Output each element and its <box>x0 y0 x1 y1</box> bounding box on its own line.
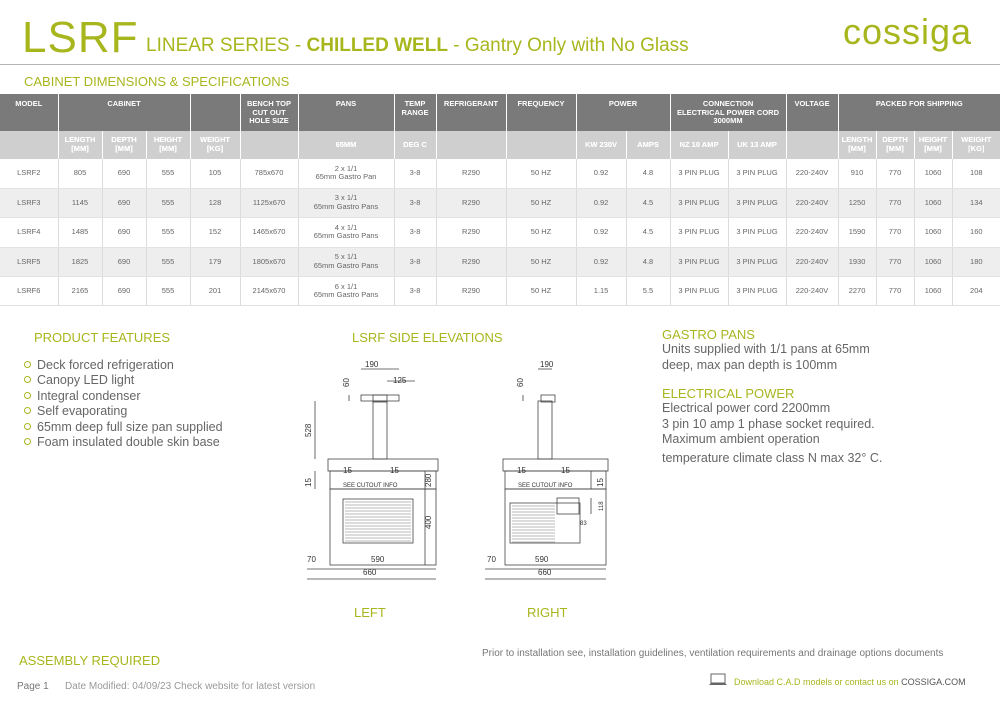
elevation-right-label: RIGHT <box>527 605 568 620</box>
feature-item <box>24 389 223 404</box>
th-voltage: VOLTAGE <box>786 94 838 131</box>
th2-p-depth: DEPTH [MM] <box>876 131 914 159</box>
cossiga-site[interactable]: COSSIGA.COM <box>901 677 966 687</box>
table-cell: 204 <box>952 277 1000 306</box>
th-weight-top <box>190 94 240 131</box>
th2-p-height: HEIGHT [MM] <box>914 131 952 159</box>
table-cell: 0.92 <box>576 188 626 217</box>
table-cell: 128 <box>190 188 240 217</box>
dim-125: 125 <box>393 376 407 385</box>
table-cell: 3 PIN PLUG <box>728 218 786 247</box>
dim-590-right: 590 <box>535 555 549 564</box>
electrical-line-1: Electrical power cord 2200mm <box>662 401 831 415</box>
table-cell: 770 <box>876 247 914 276</box>
table-cell: 152 <box>190 218 240 247</box>
th2-p-weight: WEIGHT [KG] <box>952 131 1000 159</box>
table-cell: 3-8 <box>394 218 436 247</box>
assembly-required: ASSEMBLY REQUIRED <box>19 653 161 668</box>
feature-item <box>24 404 223 419</box>
dim-15-left-a: 15 <box>343 466 352 475</box>
dim-280: 280 <box>424 473 433 487</box>
table-cell: 50 HZ <box>506 159 576 188</box>
table-cell: 555 <box>146 218 190 247</box>
header-divider <box>0 64 1000 65</box>
th-connection <box>670 94 786 131</box>
table-cell: 1465x670 <box>240 218 298 247</box>
series-subtitle <box>146 36 689 55</box>
th2-pans-size: 65MM <box>298 131 394 159</box>
table-row <box>0 188 1000 217</box>
dim-15-side: 15 <box>304 478 313 487</box>
table-cell: 1805x670 <box>240 247 298 276</box>
table-cell: 1.15 <box>576 277 626 306</box>
table-cell: 1060 <box>914 218 952 247</box>
table-cell: 1250 <box>838 188 876 217</box>
table-cell: R290 <box>436 277 506 306</box>
cell-model: LSRF6 <box>0 277 58 306</box>
left-canopy <box>361 395 399 401</box>
table-cell: 1145 <box>58 188 102 217</box>
pans-count: 6 x 1/1 <box>334 281 358 291</box>
th2-blank-refrigerant <box>436 131 506 159</box>
circle-bullet-icon <box>24 361 31 368</box>
table-cell: 0.92 <box>576 247 626 276</box>
electrical-line-3: Maximum ambient operation <box>662 432 820 447</box>
table-cell: 690 <box>102 159 146 188</box>
spec-table <box>0 94 1000 306</box>
pans-count: 2 x 1/1 <box>334 163 358 173</box>
dim-190-right: 190 <box>540 360 554 369</box>
table-cell: 201 <box>190 277 240 306</box>
dim-400: 400 <box>424 515 433 529</box>
feature-text: Self evaporating <box>37 404 128 419</box>
table-cell: R290 <box>436 247 506 276</box>
side-elevations-drawing <box>295 355 625 590</box>
dim-15-left-b: 15 <box>390 466 399 475</box>
table-cell: 220-240V <box>786 247 838 276</box>
table-cell: 3 PIN PLUG <box>670 218 728 247</box>
th-packed: PACKED FOR SHIPPING <box>838 94 1000 131</box>
th-temp-range: TEMP RANGE <box>394 94 436 131</box>
cell-pans <box>298 277 394 306</box>
table-row <box>0 277 1000 306</box>
page-number: Page 1 <box>17 681 49 692</box>
th-connection-line3: 3000MM <box>713 116 743 126</box>
table-cell: 1485 <box>58 218 102 247</box>
th-cabinet: CABINET <box>58 94 190 131</box>
table-cell: 134 <box>952 188 1000 217</box>
th2-amps: AMPS <box>626 131 670 159</box>
th-pans: PANS <box>298 94 394 131</box>
table-cell: 220-240V <box>786 218 838 247</box>
gastro-line-1: Units supplied with 1/1 pans at 65mm <box>662 342 870 356</box>
features-title: PRODUCT FEATURES <box>34 330 171 345</box>
pans-count: 5 x 1/1 <box>334 252 358 262</box>
table-cell: 220-240V <box>786 188 838 217</box>
feature-text: 65mm deep full size pan supplied <box>37 419 223 434</box>
pans-desc: 65mm Gastro Pans <box>313 290 379 300</box>
table-cell: 3-8 <box>394 188 436 217</box>
left-grille <box>343 499 413 543</box>
pans-desc: 65mm Gastro Pans <box>313 260 379 270</box>
table-cell: 770 <box>876 277 914 306</box>
circle-bullet-icon <box>24 438 31 445</box>
dim-15-right-b: 15 <box>561 466 570 475</box>
table-cell: 4.5 <box>626 218 670 247</box>
dim-70-left: 70 <box>307 555 316 564</box>
dim-70-right: 70 <box>487 555 496 564</box>
th-refrigerant: REFRIGERANT <box>436 94 506 131</box>
th-connection-line2: ELECTRICAL POWER CORD <box>677 107 779 117</box>
pans-count: 4 x 1/1 <box>334 222 358 232</box>
table-cell: 555 <box>146 159 190 188</box>
table-cell: 3 PIN PLUG <box>728 188 786 217</box>
th2-blank-frequency <box>506 131 576 159</box>
dim-15-right-a: 15 <box>517 466 526 475</box>
table-cell: 3-8 <box>394 247 436 276</box>
laptop-icon <box>708 673 728 687</box>
electrical-line-4: temperature climate class N max 32° C. <box>662 450 883 465</box>
table-cell: R290 <box>436 218 506 247</box>
feature-item <box>24 373 223 388</box>
pans-desc: 65mm Gastro Pans <box>313 231 379 241</box>
table-cell: 180 <box>952 247 1000 276</box>
table-cell: 770 <box>876 218 914 247</box>
th2-p-length: LENGTH [MM] <box>838 131 876 159</box>
table-cell: 770 <box>876 188 914 217</box>
dim-660-left: 660 <box>363 568 377 577</box>
table-cell: 1125x670 <box>240 188 298 217</box>
table-cell: 1060 <box>914 277 952 306</box>
circle-bullet-icon <box>24 376 31 383</box>
spec-table-body <box>0 159 1000 306</box>
table-cell: 3 PIN PLUG <box>670 247 728 276</box>
table-cell: 50 HZ <box>506 218 576 247</box>
cell-pans <box>298 159 394 188</box>
table-cell: 3 PIN PLUG <box>728 277 786 306</box>
table-row <box>0 247 1000 276</box>
table-cell: R290 <box>436 188 506 217</box>
table-cell: 690 <box>102 188 146 217</box>
table-cell: 3 PIN PLUG <box>670 188 728 217</box>
circle-bullet-icon <box>24 423 31 430</box>
table-cell: 770 <box>876 159 914 188</box>
th2-blank-bench <box>240 131 298 159</box>
table-cell: 1060 <box>914 159 952 188</box>
series-suffix: - Gantry Only with No Glass <box>447 35 689 56</box>
dim-590-left: 590 <box>371 555 385 564</box>
th2-blank-model <box>0 131 58 159</box>
right-post <box>538 401 552 459</box>
table-cell: 3 PIN PLUG <box>670 159 728 188</box>
table-header-row-1 <box>0 94 1000 131</box>
table-cell: 2145x670 <box>240 277 298 306</box>
brand-logo: cossiga <box>842 11 972 52</box>
table-cell: 220-240V <box>786 277 838 306</box>
pans-count: 3 x 1/1 <box>334 193 358 203</box>
gastro-text <box>662 342 870 373</box>
th2-blank-voltage <box>786 131 838 159</box>
th2-weight: WEIGHT [KG] <box>190 131 240 159</box>
table-cell: 3 PIN PLUG <box>728 247 786 276</box>
electrical-title: ELECTRICAL POWER <box>662 386 795 401</box>
table-cell: 690 <box>102 277 146 306</box>
th2-kw: KW 230V <box>576 131 626 159</box>
dim-60-right: 60 <box>516 378 525 387</box>
dim-528: 528 <box>304 423 313 437</box>
right-control-box <box>557 498 579 514</box>
left-base <box>330 489 436 565</box>
table-cell: 50 HZ <box>506 277 576 306</box>
table-cell: 0.92 <box>576 159 626 188</box>
dim-190-left: 190 <box>365 360 379 369</box>
table-cell: 50 HZ <box>506 247 576 276</box>
table-cell: 5.5 <box>626 277 670 306</box>
table-cell: 4.8 <box>626 159 670 188</box>
table-cell: 1060 <box>914 188 952 217</box>
table-cell: 4.5 <box>626 188 670 217</box>
table-cell: 179 <box>190 247 240 276</box>
electrical-text <box>662 401 882 466</box>
th2-uk: UK 13 AMP <box>728 131 786 159</box>
th2-height: HEIGHT [MM] <box>146 131 190 159</box>
cutout-right: SEE CUTOUT INFO <box>518 483 573 489</box>
feature-text: Integral condenser <box>37 388 141 403</box>
series-prefix: LINEAR SERIES - <box>146 35 307 56</box>
model-title: LSRF <box>22 13 139 62</box>
table-cell: 4.8 <box>626 247 670 276</box>
th-model: MODEL <box>0 94 58 131</box>
table-cell: 910 <box>838 159 876 188</box>
cell-model: LSRF5 <box>0 247 58 276</box>
feature-item <box>24 435 223 450</box>
cell-pans <box>298 247 394 276</box>
dim-15-right-side: 15 <box>596 478 605 487</box>
table-cell: 108 <box>952 159 1000 188</box>
feature-item <box>24 420 223 435</box>
grille-slats <box>345 502 555 542</box>
table-cell: 1060 <box>914 247 952 276</box>
th2-deg: DEG C <box>394 131 436 159</box>
th2-nz: NZ 10 AMP <box>670 131 728 159</box>
pans-desc: 65mm Gastro Pan <box>315 172 377 182</box>
th-bench-top: BENCH TOP CUT OUT HOLE SIZE <box>240 94 298 131</box>
cutout-left: SEE CUTOUT INFO <box>343 483 398 489</box>
cad-link-text[interactable]: Download C.A.D models or contact us on <box>734 677 899 687</box>
electrical-line-2: 3 pin 10 amp 1 phase socket required. <box>662 416 875 431</box>
cad-download-link[interactable] <box>734 677 966 687</box>
table-cell: 805 <box>58 159 102 188</box>
feature-text: Canopy LED light <box>37 373 135 388</box>
specs-title: CABINET DIMENSIONS & SPECIFICATIONS <box>24 74 290 89</box>
table-cell: 1930 <box>838 247 876 276</box>
th-connection-line1: CONNECTION <box>702 99 754 108</box>
elevation-left-label: LEFT <box>354 605 386 620</box>
feature-item <box>24 358 223 373</box>
gastro-line-2: deep, max pan depth is 100mm <box>662 357 838 372</box>
cell-pans <box>298 218 394 247</box>
table-cell: 220-240V <box>786 159 838 188</box>
installation-note: Prior to installation see, installation guidelines, ventilation requirements and drainage options documents <box>482 648 944 659</box>
series-bold: CHILLED WELL <box>306 35 448 56</box>
left-post <box>373 401 387 459</box>
table-cell: 2165 <box>58 277 102 306</box>
circle-bullet-icon <box>24 407 31 414</box>
table-cell: 3-8 <box>394 159 436 188</box>
cell-pans <box>298 188 394 217</box>
table-cell: 3-8 <box>394 277 436 306</box>
table-cell: 690 <box>102 218 146 247</box>
table-cell: 3 PIN PLUG <box>670 277 728 306</box>
table-cell: 555 <box>146 277 190 306</box>
cell-model: LSRF2 <box>0 159 58 188</box>
dim-83: 83 <box>580 521 587 527</box>
th-frequency: FREQUENCY <box>506 94 576 131</box>
table-cell: 690 <box>102 247 146 276</box>
table-cell: 160 <box>952 218 1000 247</box>
cell-model: LSRF3 <box>0 188 58 217</box>
features-list <box>24 358 223 450</box>
table-cell: 50 HZ <box>506 188 576 217</box>
th2-length: LENGTH [MM] <box>58 131 102 159</box>
feature-text: Deck forced refrigeration <box>37 358 174 372</box>
dim-118: 118 <box>599 501 605 511</box>
circle-bullet-icon <box>24 392 31 399</box>
gastro-title: GASTRO PANS <box>662 327 755 342</box>
date-modified: Date Modified: 04/09/23 Check website for latest version <box>65 681 316 692</box>
table-cell: 785x670 <box>240 159 298 188</box>
feature-text: Foam insulated double skin base <box>37 435 220 450</box>
table-header-row-2 <box>0 131 1000 159</box>
table-row <box>0 218 1000 247</box>
table-cell: 1590 <box>838 218 876 247</box>
th-power: POWER <box>576 94 670 131</box>
table-cell: 3 PIN PLUG <box>728 159 786 188</box>
dim-60-left: 60 <box>342 378 351 387</box>
table-cell: 1825 <box>58 247 102 276</box>
table-cell: 0.92 <box>576 218 626 247</box>
cell-model: LSRF4 <box>0 218 58 247</box>
table-cell: 555 <box>146 188 190 217</box>
table-cell: R290 <box>436 159 506 188</box>
elevations-title: LSRF SIDE ELEVATIONS <box>352 330 503 345</box>
pans-desc: 65mm Gastro Pans <box>313 202 379 212</box>
table-row <box>0 159 1000 188</box>
dim-660-right: 660 <box>538 568 552 577</box>
th2-depth: DEPTH [MM] <box>102 131 146 159</box>
table-cell: 555 <box>146 247 190 276</box>
table-cell: 105 <box>190 159 240 188</box>
table-cell: 2270 <box>838 277 876 306</box>
